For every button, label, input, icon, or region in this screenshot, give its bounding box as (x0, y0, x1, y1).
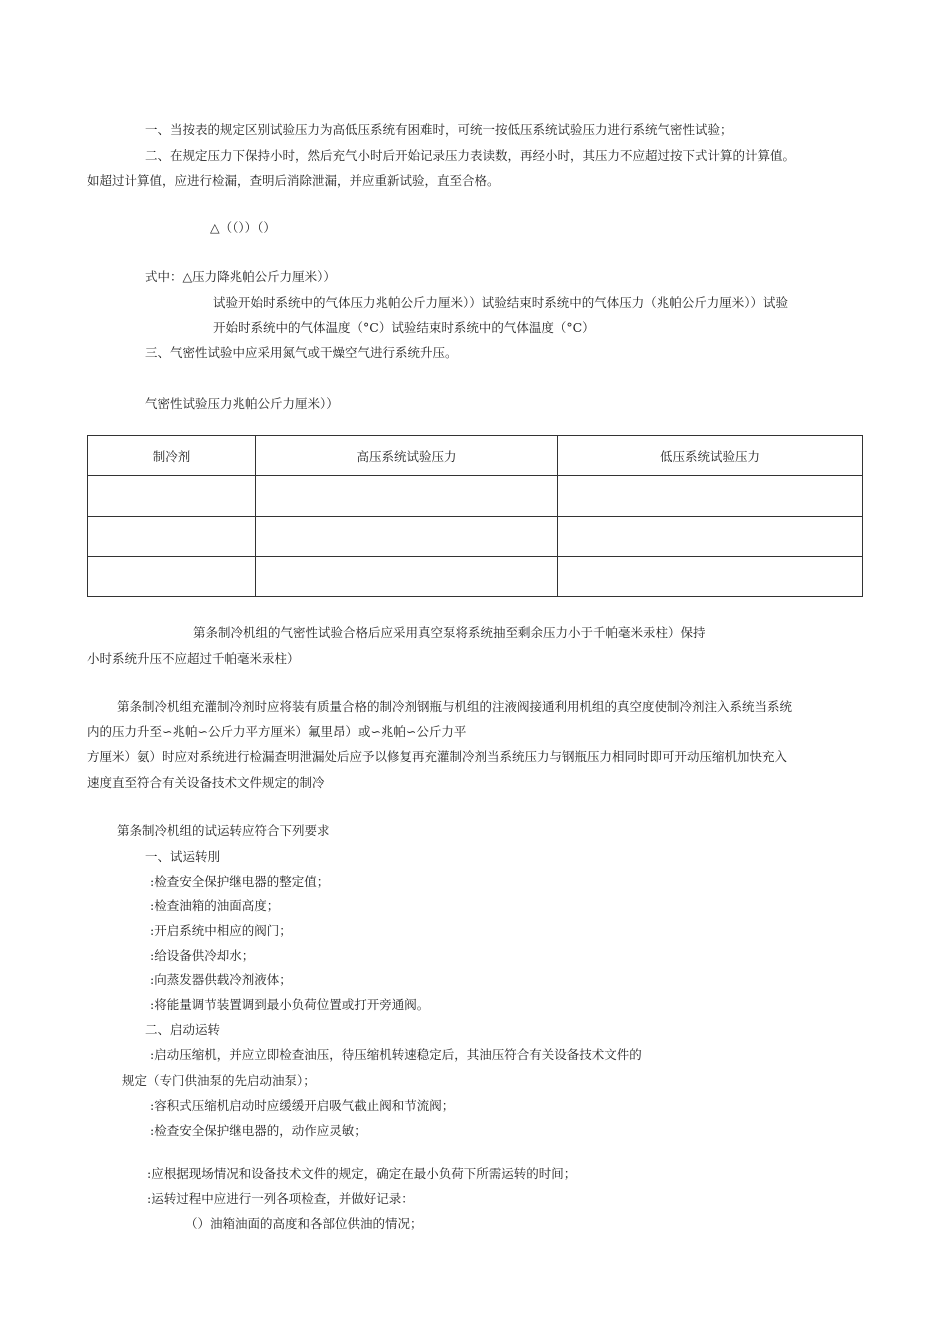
charging-line1: 第条制冷机组充灌制冷剂时应将装有质量合格的制冷剂钢瓶与机组的注液阀接通利用机组的真空度使制冷剂注入系统当系统 (117, 699, 793, 714)
table-cell (256, 516, 558, 556)
charging-line2: 内的压力升至∽兆帕∽公斤力平方厘米）氟里昂）或∽兆帕∽公斤力平 (87, 724, 467, 739)
list-item: :给设备供冷却水； (150, 948, 255, 963)
list-item: :启动压缩机，并应立即检查油压，待压缩机转速稳定后，其油压符合有关设备技术文件的 (150, 1047, 642, 1062)
table-cell (88, 516, 256, 556)
list-item: :检查安全保护继电器的，动作应灵敏； (150, 1123, 367, 1138)
section1-item2-line2: 如超过计算值，应进行检漏，查明后消除泄漏，并应重新试验，直至合格。 (87, 173, 500, 188)
table-row (88, 516, 863, 556)
table-cell (88, 556, 256, 596)
table-cell (256, 476, 558, 516)
table-row (88, 476, 863, 516)
list-subitem: （）油箱油面的高度和各部位供油的情况； (185, 1216, 423, 1231)
section1-item2-line1: 二、在规定压力下保持小时，然后充气小时后开始记录压力表读数，再经小时，其压力不应超过按下式计算的计算值。 (145, 148, 796, 163)
formula-where-label: 式中：△压力降兆帕公斤力厘米）） (145, 269, 336, 284)
formula-where-line2: 试验开始时系统中的气体压力兆帕公斤力厘米））试验结束时系统中的气体压力（兆帕公斤力厘米））试验 (213, 295, 789, 310)
section1-item1: 一、当按表的规定区别试验压力为高低压系统有困难时，可统一按低压系统试验压力进行系统气密性试验； (145, 122, 733, 137)
vacuum-line2: 小时系统升压不应超过千帕毫米汞柱） (87, 651, 300, 666)
list-item: :将能量调节装置调到最小负荷位置或打开旁通阀。 (150, 997, 430, 1012)
list-item: :检查安全保护继电器的整定值； (150, 874, 330, 889)
charging-line4: 速度直至符合有关设备技术文件规定的制冷 (87, 775, 325, 790)
test-pressure-table (87, 435, 863, 597)
table-cell (558, 476, 863, 516)
table-cell (558, 556, 863, 596)
vacuum-line1: 第条制冷机组的气密性试验合格后应采用真空泵将系统抽至剩余压力小于千帕毫米汞柱）保持 (193, 625, 706, 640)
table-cell (256, 556, 558, 596)
list-item: :开启系统中相应的阀门； (150, 923, 292, 938)
list-item: :向蒸发器供载冷剂液体； (150, 972, 292, 987)
charging-line3: 方厘米）氨）时应对系统进行检漏查明泄漏处后应予以修复再充灌制冷剂当系统压力与钢瓶压力相同时即可开动压缩机加快充入 (87, 749, 788, 764)
table-caption: 气密性试验压力兆帕公斤力厘米）） (145, 396, 339, 411)
trial-run-title: 第条制冷机组的试运转应符合下列要求 (117, 823, 330, 838)
pressure-drop-formula: △（（））（） (210, 220, 276, 235)
list-item: :容积式压缩机启动时应缓缓开启吸气截止阀和节流阀； (150, 1098, 455, 1113)
list-item: :应根据现场情况和设备技术文件的规定，确定在最小负荷下所需运转的时间； (147, 1166, 577, 1181)
table-header-low-pressure: 低压系统试验压力 (558, 436, 863, 476)
table-header-refrigerant: 制冷剂 (88, 436, 256, 476)
section1-item3: 三、气密性试验中应采用氮气或干燥空气进行系统升压。 (145, 345, 458, 360)
table-header-row (88, 436, 863, 476)
start-operation-heading: 二、启动运转 (145, 1022, 221, 1037)
table-header-high-pressure: 高压系统试验压力 (256, 436, 558, 476)
table-cell (558, 516, 863, 556)
before-trial-heading: 一、试运转刖 (145, 849, 221, 864)
list-item: :检查油箱的油面高度； (150, 898, 280, 913)
formula-where-line3: 开始时系统中的气体温度（°C）试验结束时系统中的气体温度（°C） (213, 320, 595, 335)
table-row (88, 556, 863, 596)
list-item-continuation: 规定（专门供油泵的先启动油泵）； (122, 1073, 316, 1088)
list-item: :运转过程中应进行一列各项检查，并做好记录： (147, 1191, 414, 1206)
table-cell (88, 476, 256, 516)
